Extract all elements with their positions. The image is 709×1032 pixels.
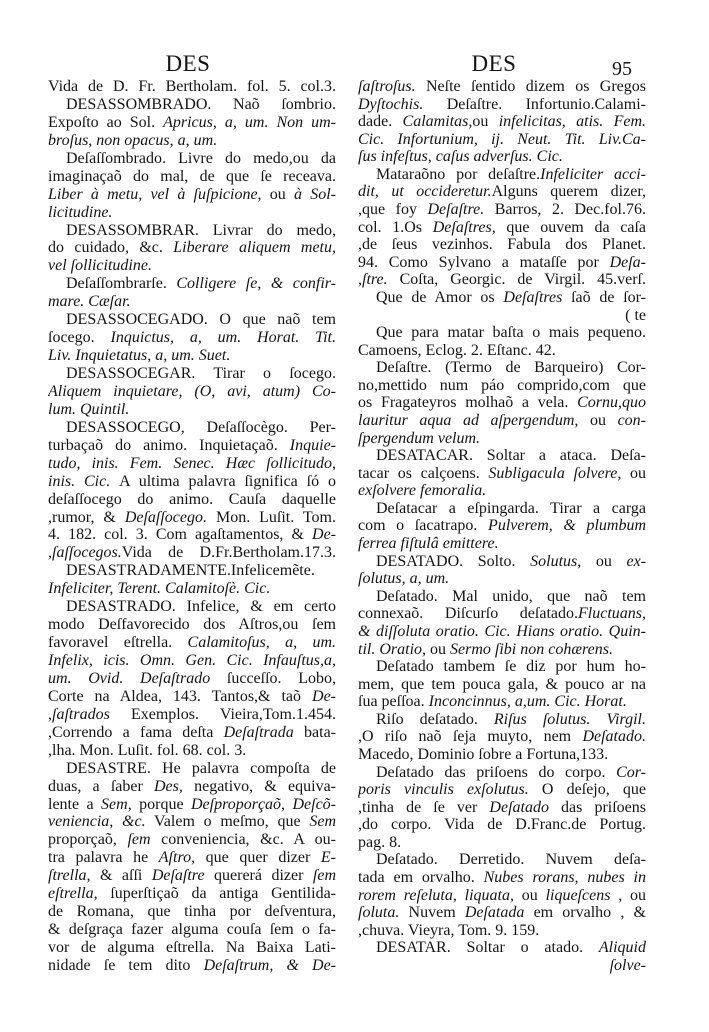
portuguese-text: vor de alguma eſtrella. Na Baixa Lati-: [48, 939, 336, 956]
portuguese-text: dade.: [358, 113, 403, 131]
text-line: [48, 849, 336, 867]
text-line: [358, 307, 646, 325]
latin-text: ,ſaſſocegos.: [48, 544, 122, 562]
text-line: [358, 887, 646, 905]
text-line: [358, 289, 646, 307]
portuguese-text: que ouvem da caſa: [495, 218, 646, 236]
text-line: [358, 236, 646, 254]
portuguese-text: Corte na Aldea, 143. Tantos,& taõ: [48, 687, 313, 705]
portuguese-text: tada em orvalho.: [358, 869, 484, 887]
text-line: [48, 634, 336, 652]
page-number: 95: [612, 58, 632, 80]
text-line: [358, 623, 646, 641]
latin-text: Deſaſtres: [503, 288, 563, 306]
latin-text: liqueſcens: [545, 886, 611, 904]
latin-text: De-: [312, 526, 336, 544]
text-line: [48, 419, 336, 437]
text-line: [358, 113, 646, 131]
text-line: [48, 401, 336, 419]
text-line: [358, 851, 646, 869]
text-line: [48, 778, 336, 796]
latin-text: broſus, non opacus, a, um.: [48, 131, 218, 149]
portuguese-text: Macedo, Dominio ſobre a Fortuna,133.: [358, 745, 609, 763]
portuguese-text: conveniencia, &c. A ou-: [150, 831, 336, 849]
portuguese-text: ,chuva. Vieyra, Tom. 9. 159.: [358, 921, 540, 939]
text-line: [48, 257, 336, 275]
portuguese-text: DESASTRADAMENTE.Infelicemẽte.: [66, 562, 315, 580]
latin-text: licitudine.: [48, 203, 113, 221]
portuguese-text: proporçaõ,: [48, 831, 128, 849]
text-line: [48, 526, 336, 544]
latin-text: De-: [312, 687, 336, 705]
latin-text: Sermo ſibi non cohærens.: [450, 640, 613, 658]
portuguese-text: com o ſacatrapo.: [358, 517, 489, 535]
text-line: [358, 641, 646, 659]
latin-text: Infeliciter, Terent. Calamitoſè. Cic.: [48, 580, 271, 598]
latin-text: exſolvere femoralia.: [358, 482, 487, 500]
portuguese-text: ſucceſſo. Lobo,: [210, 669, 336, 687]
latin-text: Deſaſtrada: [223, 723, 294, 741]
latin-text: Aliquid: [598, 939, 646, 957]
latin-text: Inquictus, a, um. Horat. Tit.: [110, 329, 336, 347]
text-line: [48, 742, 336, 760]
latin-text: E-: [320, 849, 336, 867]
latin-text: tudo, inis. Fem. Senec. Hæc ſollicitudo,: [48, 454, 336, 472]
text-line: [358, 658, 646, 676]
latin-text: Riſus ſolutus. Virgil.: [493, 710, 646, 728]
text-line: [48, 168, 336, 186]
portuguese-text: DESATADO. Solto.: [376, 552, 531, 570]
text-line: [48, 186, 336, 204]
text-line: [48, 509, 336, 527]
portuguese-text: Deſaſſombrado. Livre do medo,ou da: [66, 149, 336, 167]
portuguese-text: em orvalho , &: [524, 904, 646, 922]
latin-text: ſem: [127, 831, 151, 849]
portuguese-text: connexaõ. Diſcurſo deſatado.: [358, 605, 578, 623]
text-line: [48, 293, 336, 311]
portuguese-text: ,O riſo naõ ſeja muyto, nem: [358, 728, 583, 746]
portuguese-text: Deſatado das priſoens do corpo.: [376, 763, 617, 781]
latin-text: infelicitas, atis. Fem.: [498, 113, 646, 131]
latin-text: ſolve-: [609, 956, 646, 974]
text-line: [48, 724, 336, 742]
text-line: [48, 383, 336, 401]
portuguese-text: Nuvem: [399, 904, 465, 922]
text-line: [358, 219, 646, 237]
right-column: [358, 78, 646, 974]
latin-text: Liv. Inquietatus, a, um. Suet.: [48, 347, 231, 365]
text-line: [48, 473, 336, 491]
text-line: [358, 377, 646, 395]
portuguese-text: ,do corpo. Vida de D.Franc.de Portug.: [358, 816, 646, 834]
portuguese-text: lente a: [48, 795, 102, 813]
latin-text: Nubes rorans, nubes in: [483, 869, 646, 887]
text-line: [358, 711, 646, 729]
text-line: [358, 131, 646, 149]
latin-text: Cor-: [616, 763, 646, 781]
portuguese-text: ou: [426, 640, 451, 658]
latin-text: ferrea fiſtulâ emittere.: [358, 535, 499, 553]
portuguese-text: Neſte ſentido dizem os Gregos: [415, 78, 646, 95]
text-line: [358, 693, 646, 711]
latin-text: ſtrella,: [48, 867, 91, 885]
portuguese-text: col. 1.Os: [358, 218, 433, 236]
latin-text: rorem reſeluta, liquata,: [358, 886, 514, 904]
portuguese-text: Camoens, Eclog. 2. Eſtanc. 42.: [358, 341, 556, 359]
portuguese-text: DESASSOCEGADO. O que naõ tem: [66, 311, 336, 329]
text-line: [358, 553, 646, 571]
portuguese-text: Deſatado. Mal unido, que naõ tem: [376, 587, 646, 605]
portuguese-text: Exemplos. Vieira,Tom.1.454.: [109, 705, 336, 723]
latin-text: Solutus,: [530, 552, 582, 570]
portuguese-text: ( te: [625, 306, 646, 324]
portuguese-text: mem, que tem pouca gala, & pouco ar na: [358, 675, 646, 693]
text-line: [48, 239, 336, 257]
latin-text: ſoluta.: [358, 904, 400, 922]
latin-text: ſus infeſtus, caſus adverſus. Cic.: [358, 148, 563, 166]
text-line: [358, 96, 646, 114]
portuguese-text: Barros, 2. Dec.fol.76.: [484, 201, 646, 219]
portuguese-text: Mon. Luſit. Tom.: [207, 508, 336, 526]
latin-text: Deſatado.: [582, 728, 646, 746]
portuguese-text: ou: [269, 185, 294, 203]
portuguese-text: modo Deſfavorecido dos Aſtros,ou ſem: [48, 616, 336, 634]
text-line: [48, 114, 336, 132]
portuguese-text: Deſatado tambem ſe diz por hum ho-: [376, 658, 646, 676]
portuguese-text: Alguns querem dizer,: [491, 183, 646, 201]
latin-text: Aſtro,: [158, 849, 196, 867]
text-line: [48, 813, 336, 831]
portuguese-text: ou: [581, 552, 627, 570]
portuguese-text: DESASSOCEGAR. Tirar o ſocego.: [66, 365, 336, 382]
portuguese-text: ,de ſeus vezinhos. Fabula dos Planet.: [358, 236, 646, 254]
latin-text: lauritur aqua ad aſpergendum,: [358, 411, 579, 429]
latin-text: poris vinculis exſolutus.: [358, 781, 529, 799]
latin-text: Deſa-: [609, 253, 646, 271]
text-line: [48, 921, 336, 939]
latin-text: eſtrella,: [48, 885, 98, 903]
portuguese-text: A ultima palavra ſignifica ſó o: [119, 472, 336, 490]
text-line: [358, 764, 646, 782]
portuguese-text: de Romana, que tinha por deſventura,: [48, 903, 336, 921]
portuguese-text: porque: [131, 795, 191, 813]
text-line: [48, 562, 336, 580]
text-line: [48, 760, 336, 778]
text-line: [48, 867, 336, 885]
latin-text: ex-: [626, 552, 646, 570]
latin-text: Apricus, a, um. Non um-: [163, 113, 336, 131]
latin-text: Sem,: [101, 795, 132, 813]
portuguese-text: os Fragateyros molhaõ a vela.: [358, 394, 578, 412]
left-column: [48, 78, 336, 975]
portuguese-text: duas, a ſaber: [48, 777, 154, 795]
text-line: [358, 324, 646, 342]
text-line: [358, 183, 646, 201]
text-line: [358, 535, 646, 553]
latin-text: Colligere ſe, & confir-: [176, 275, 336, 293]
portuguese-text: DESASSOMBRAR. Livrar do medo,: [66, 221, 336, 239]
text-line: [358, 517, 646, 535]
portuguese-text: , ou: [610, 886, 646, 904]
portuguese-text: & aſſi: [90, 867, 152, 885]
text-line: [358, 834, 646, 852]
portuguese-text: deſaſſocego do animo. Cauſa daquelle: [48, 490, 336, 508]
text-line: [358, 676, 646, 694]
text-line: [48, 885, 336, 903]
text-line: [358, 271, 646, 289]
portuguese-text: DESASSOCEGO, Deſaſſocègo. Per-: [66, 418, 336, 436]
text-line: [358, 447, 646, 465]
portuguese-text: ou: [472, 113, 499, 131]
latin-text: Liber à metu, vel à ſuſpicione,: [48, 185, 270, 203]
latin-text: Cornu,quo: [577, 394, 646, 412]
latin-text: ſaſtroſus.: [358, 78, 416, 95]
latin-text: Pulverem, & plumbum: [488, 517, 646, 535]
text-line: [358, 166, 646, 184]
latin-text: vel ſollicitudine.: [48, 257, 152, 275]
text-line: [48, 616, 336, 634]
text-line: [358, 254, 646, 272]
text-line: [48, 96, 336, 114]
portuguese-text: Mataraõno por deſaſtre.: [376, 165, 541, 183]
text-line: [358, 781, 646, 799]
portuguese-text: ou: [621, 464, 646, 482]
latin-text: ſem: [312, 867, 336, 885]
latin-text: ſolutus, a, um.: [358, 570, 450, 588]
text-line: [48, 329, 336, 347]
portuguese-text: Que para matar baſta o mais pequeno.: [376, 324, 646, 342]
text-line: [358, 500, 646, 518]
latin-text: Dyſtochis.: [358, 95, 424, 113]
portuguese-text: Deſatado. Derretido. Nuvem deſa-: [376, 851, 646, 869]
text-line: [358, 957, 646, 975]
latin-text: Inquie-: [289, 436, 336, 454]
portuguese-text: O deſejo, que: [528, 781, 646, 799]
text-line: [48, 580, 336, 598]
latin-text: Des,: [154, 777, 183, 795]
portuguese-text: ,rumor, &: [48, 508, 125, 526]
running-head-right: DES: [471, 51, 517, 76]
portuguese-text: ſaõ de ſor-: [562, 288, 646, 306]
text-line: [48, 491, 336, 509]
text-line: [358, 570, 646, 588]
portuguese-text: negativo, & equiva-: [182, 777, 336, 795]
text-line: [358, 78, 646, 96]
portuguese-text: ,lha. Mon. Luſit. fol. 68. col. 3.: [48, 741, 247, 759]
text-line: [358, 922, 646, 940]
text-line: [48, 222, 336, 240]
portuguese-text: Valem o meſmo, que: [145, 813, 310, 831]
portuguese-text: pag. 8.: [358, 833, 402, 851]
portuguese-text: que quer dizer: [195, 849, 321, 867]
latin-text: Inconcinnus, a,um. Cic. Horat.: [428, 693, 627, 711]
text-line: [48, 706, 336, 724]
text-line: [48, 598, 336, 616]
portuguese-text: ſuperſtiçaõ da antiga Gentilida-: [97, 885, 336, 903]
text-line: [48, 78, 336, 96]
text-line: [358, 816, 646, 834]
latin-text: Deſatada: [464, 904, 525, 922]
text-line: [358, 465, 646, 483]
latin-text: um. Ovid. Deſaſtrado: [48, 669, 211, 687]
text-line: [358, 588, 646, 606]
latin-text: Cic. Infortunium, ij. Neut. Tit. Liv.Ca-: [358, 130, 646, 148]
text-line: [48, 796, 336, 814]
text-line: [358, 359, 646, 377]
portuguese-text: ,tinha de ſe ver: [358, 798, 490, 816]
portuguese-text: no,mettido num páo comprido,com que: [358, 376, 646, 394]
text-line: [358, 412, 646, 430]
portuguese-text: 4. 182. col. 3. Com agaſtamentos, &: [48, 526, 313, 544]
text-line: [48, 204, 336, 222]
latin-text: Calamitoſus, a, um.: [187, 634, 336, 652]
latin-text: Deſaſtrum, & De-: [203, 956, 336, 974]
portuguese-text: Riſo deſatado.: [376, 710, 494, 728]
latin-text: Infeliciter acci-: [540, 165, 646, 183]
latin-text: lum. Quintil.: [48, 400, 130, 418]
portuguese-text: ,Correndo a fama deſta: [48, 723, 224, 741]
portuguese-text: ſocego.: [48, 329, 111, 347]
portuguese-text: Coſta, Georgic. de Virgil. 45.verſ.: [387, 271, 646, 289]
portuguese-text: tra palavra he: [48, 849, 159, 867]
portuguese-text: 94. Como Sylvano a mataſſe por: [358, 253, 610, 271]
text-line: [358, 394, 646, 412]
text-line: [48, 652, 336, 670]
latin-text: Calamitas,: [402, 113, 473, 131]
text-line: [48, 939, 336, 957]
text-line: [358, 201, 646, 219]
text-line: [48, 688, 336, 706]
portuguese-text: Vida de D. Fr. Bertholam. fol. 5. col.3.: [48, 78, 336, 95]
text-line: [48, 311, 336, 329]
latin-text: Infelix, icis. Omn. Gen. Cic. Infauſtus,a,: [48, 652, 336, 669]
portuguese-text: DESATACAR. Soltar a ataca. Deſa-: [376, 447, 646, 465]
portuguese-text: do cuidado, &c.: [48, 239, 174, 257]
portuguese-text: ſua peſſoa.: [358, 693, 429, 711]
text-line: [358, 799, 646, 817]
portuguese-text: turbaçaõ do animo. Inquietaçaõ.: [48, 436, 290, 454]
portuguese-text: nidade ſe tem dito: [48, 956, 204, 974]
latin-text: & diſſoluta oratio. Cic. Hians oratio. Quin-: [358, 622, 646, 640]
portuguese-text: Que de Amor os: [376, 288, 504, 306]
text-line: [48, 275, 336, 293]
text-line: [48, 150, 336, 168]
text-line: [358, 148, 646, 166]
latin-text: Deſaſtre: [151, 867, 205, 885]
text-line: [48, 957, 336, 975]
latin-text: Deſaſſocego.: [124, 508, 208, 526]
latin-text: ſpergendum velum.: [358, 429, 481, 447]
text-line: [48, 903, 336, 921]
portuguese-text: ou: [514, 886, 546, 904]
portuguese-text: ,que foy: [358, 201, 428, 219]
latin-text: Deſatado: [489, 798, 549, 816]
text-line: [48, 347, 336, 365]
latin-text: con-: [617, 411, 646, 429]
latin-text: veniencia, &c.: [48, 813, 146, 831]
portuguese-text: DESATAR. Soltar o atado.: [376, 939, 599, 957]
portuguese-text: DESASSOMBRADO. Naõ ſombrio.: [66, 95, 336, 113]
text-line: [48, 437, 336, 455]
text-line: [48, 670, 336, 688]
running-head-left: DES: [165, 51, 211, 76]
portuguese-text: & deſgraça fazer alguma couſa ſem o fa-: [48, 921, 336, 939]
latin-text: à Sol-: [294, 185, 336, 203]
latin-text: ,ſtre.: [358, 271, 388, 289]
latin-text: mare. Cæſar.: [48, 293, 131, 311]
text-line: [48, 455, 336, 473]
text-line: [358, 869, 646, 887]
portuguese-text: quererá dizer: [204, 867, 313, 885]
text-line: [358, 728, 646, 746]
portuguese-text: imaginaçaõ do mal, de que ſe receava.: [48, 167, 336, 185]
text-line: [358, 939, 646, 957]
text-line: [48, 544, 336, 562]
portuguese-text: Deſaſſombrarſe.: [66, 275, 177, 293]
latin-text: Sem: [309, 813, 336, 831]
latin-text: Deſaſtres,: [432, 218, 496, 236]
latin-text: Aliquem inquietare, (O, avi, atum) Co-: [48, 382, 336, 400]
portuguese-text: Vida de D.Fr.Bertholam.17.3.: [121, 544, 336, 562]
portuguese-text: favoravel eſtrella.: [48, 634, 188, 652]
portuguese-text: Expoſto ao Sol.: [48, 113, 164, 131]
portuguese-text: ou: [578, 411, 618, 429]
portuguese-text: Deſaſtre. Infortunio.Calami-: [423, 95, 646, 113]
text-line: [358, 605, 646, 623]
text-line: [358, 482, 646, 500]
portuguese-text: DESASTRADO. Infelice, & em certo: [66, 598, 336, 616]
text-line: [358, 904, 646, 922]
text-line: [358, 746, 646, 764]
latin-text: dit, ut occideretur.: [358, 183, 492, 201]
latin-text: til. Oratio,: [358, 640, 427, 658]
latin-text: inis. Cic.: [48, 472, 120, 490]
latin-text: ,ſaſtrados: [48, 705, 110, 723]
latin-text: Liberare aliquem metu,: [173, 239, 336, 257]
portuguese-text: Deſatacar a eſpingarda. Tirar a carga: [376, 499, 646, 517]
text-line: [48, 365, 336, 383]
text-line: [48, 831, 336, 849]
latin-text: Subligacula ſolvere,: [488, 464, 622, 482]
portuguese-text: DESASTRE. He palavra compoſta de: [66, 759, 336, 777]
portuguese-text: bata-: [293, 723, 336, 741]
portuguese-text: tacar os calçoens.: [358, 464, 489, 482]
portuguese-text: Deſaſtre. (Termo de Barqueiro) Cor-: [376, 359, 646, 377]
latin-text: Fluctuans,: [578, 605, 646, 623]
text-line: [48, 132, 336, 150]
latin-text: Deſaſtre.: [427, 201, 485, 219]
text-line: [358, 430, 646, 448]
latin-text: Deſproporçaõ, Deſcõ-: [190, 795, 336, 813]
portuguese-text: das priſoens: [548, 798, 646, 816]
text-line: [358, 342, 646, 360]
